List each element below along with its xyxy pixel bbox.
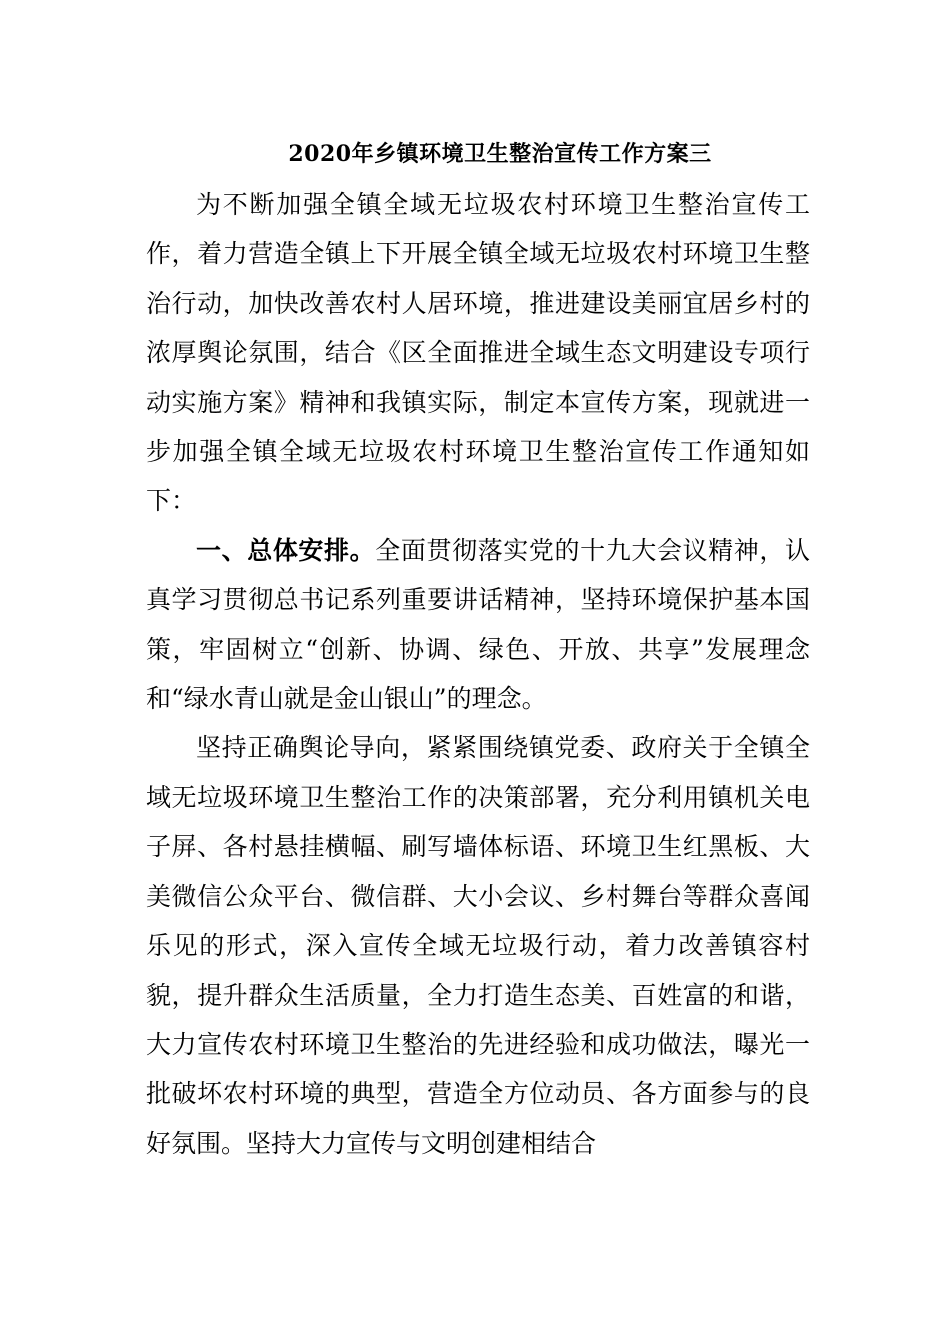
paragraph-public-opinion	[146, 723, 810, 1168]
document-title: 2020年乡镇环境卫生整治宣传工作方案三	[288, 141, 712, 167]
paragraph-intro	[146, 180, 810, 526]
document-body	[146, 180, 810, 1168]
paragraph-general-arrangement-text: 全面贯彻落实党的十九大会议精神，认真学习贯彻总书记系列重要讲话精神，坚持环境保护基本国策，牢固树立“创新、协调、绿色、开放、共享”发展理念和“绿水青山就是金山银山”的理念。	[146, 535, 810, 714]
paragraph-public-opinion-text: 坚持正确舆论导向，紧紧围绕镇党委、政府关于全镇全域无垃圾环境卫生整治工作的决策部署，充分利用镇机关电子屏、各村悬挂横幅、刷写墙体标语、环境卫生红黑板、大美微信公众平台、微信群、大小会议、乡村舞台等群众喜闻乐见的形式，深入宣传全域无垃圾行动，着力改善镇容村貌，提升群众生活质量，全力打造生态美、百姓富的和谐，大力宣传农村环境卫生整治的先进经验和成功做法，曝光一批破坏农村环境的典型，营造全方位动员、各方面参与的良好氛围。坚持大力宣传与文明创建相结合	[146, 733, 810, 1158]
paragraph-intro-text: 为不断加强全镇全域无垃圾农村环境卫生整治宣传工作，着力营造全镇上下开展全镇全域无垃圾农村环境卫生整治行动，加快改善农村人居环境，推进建设美丽宜居乡村的浓厚舆论氛围，结合《区全面推进全域生态文明建设专项行动实施方案》精神和我镇实际，制定本宣传方案，现就进一步加强全镇全域无垃圾农村环境卫生整治宣传工作通知如下：	[146, 190, 810, 516]
section-heading-general-arrangement: 一、总体安排。	[196, 535, 376, 565]
paragraph-general-arrangement	[146, 526, 810, 724]
